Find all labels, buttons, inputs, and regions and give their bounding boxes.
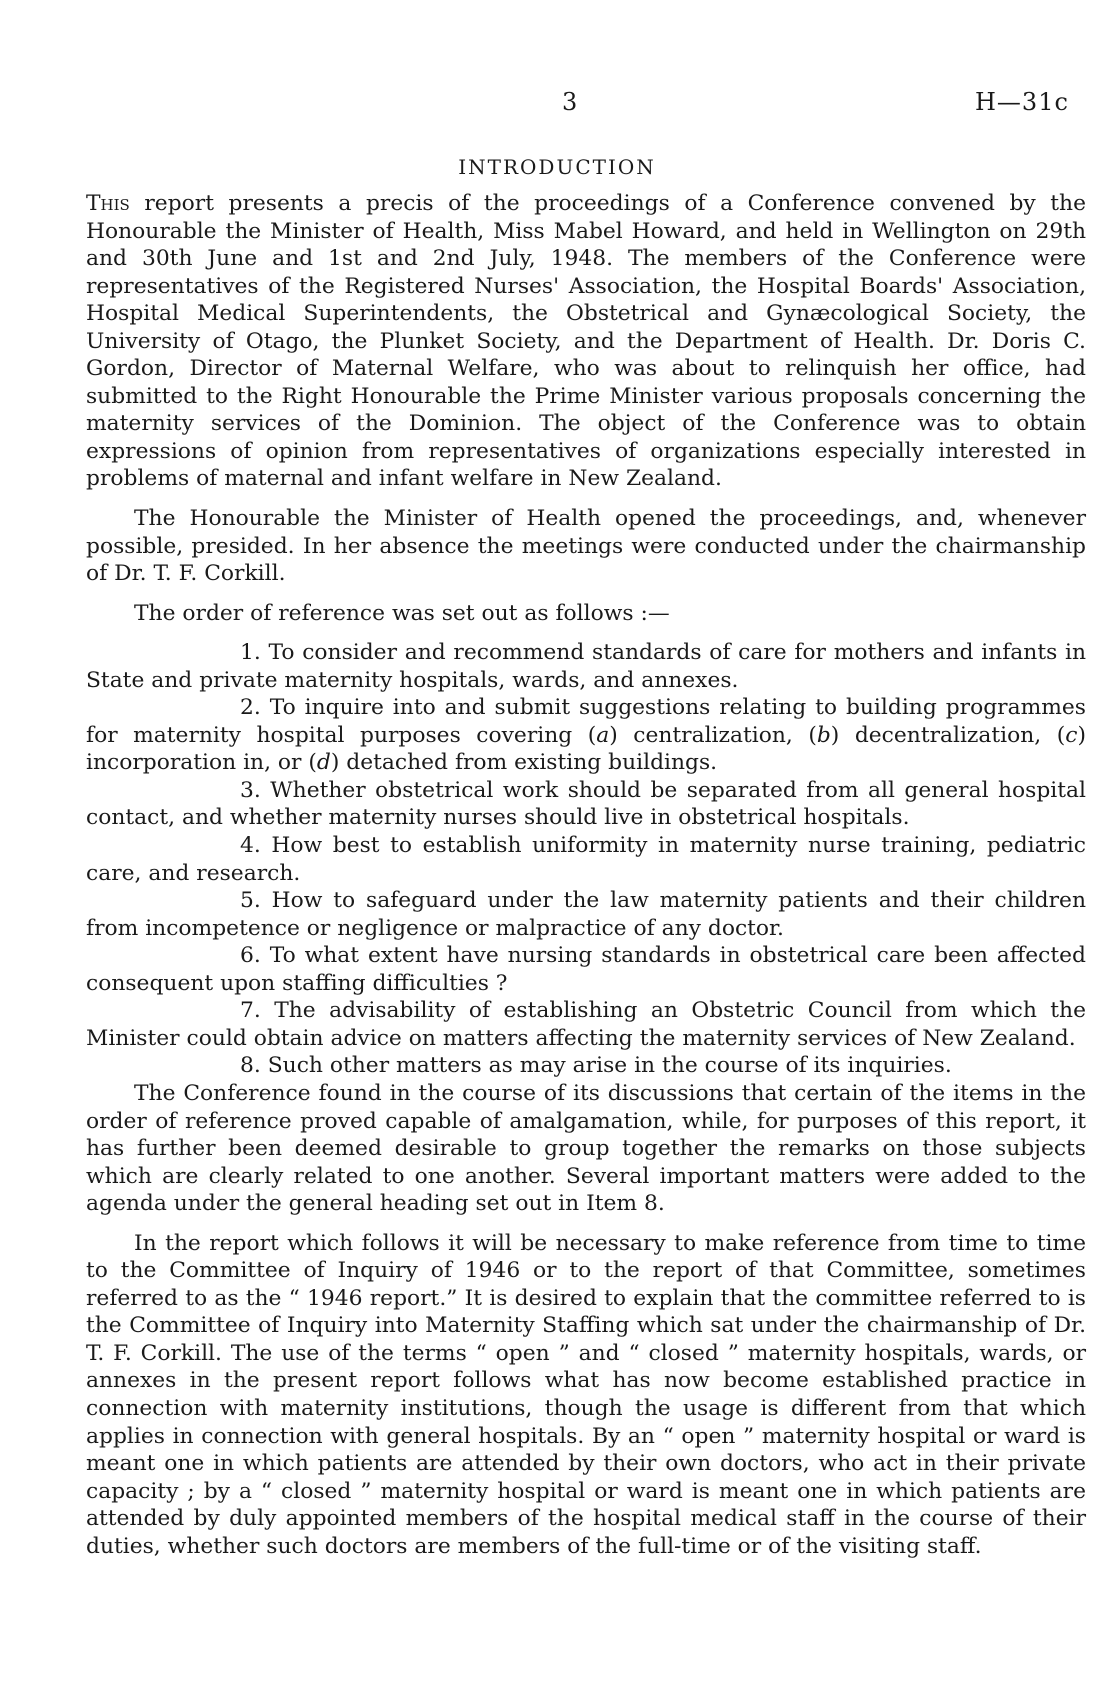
item-number: 8. (240, 1053, 261, 1079)
page-number: 3 (562, 88, 579, 116)
item-text: To inquire into and submit suggestions relating to building programmes for maternity hospital purposes covering ( (86, 695, 1086, 748)
item-number: 3. (240, 777, 261, 803)
item-text: How to safeguard under the law maternity patients and their children from incompetence or negligence or malpractice of any doctor. (86, 888, 1086, 941)
list-item (86, 832, 1086, 887)
intro-text: report presents a precis of the proceedings of a Conference convened by the Honourable the Minister of Health, Miss Mabel Howard, and held in Wellington on 29th and 30th June and 1st and 2nd July, 1948. The members of the Conference were representatives of the Registered Nurses' Association, the Hospital Boards' Association, Hospital Medical Superintendents, the Obstetrical and Gynæcological Society, the University of Otago, the Plunket Society, and the Department of Health. Dr. Doris C. Gordon, Director of Maternal Welfare, who was about to relinquish her office, had submitted to the Right Honourable the Prime Minister various proposals concerning the maternity services of the Dominion. The object of the Conference was to obtain expressions of opinion from representatives of organizations especially interested in problems of maternal and infant welfare in New Zealand. (86, 191, 1086, 492)
item-text: ) detached from existing buildings. (330, 750, 718, 776)
item-text: To consider and recommend standards of care for mothers and infants in State and private maternity hospitals, wards, and annexes. (86, 640, 1086, 693)
terminology-paragraph: In the report which follows it will be necessary to make reference from time to time to the Committee of Inquiry of 1946 or to the report of that Committee, sometimes referred to as the “ 1946 report.” It is desired to explain that the committee referred to is the Committee of Inquiry into Maternity Staffing which sat under the chairmanship of Dr. T. F. Corkill. The use of the terms “ open ” and “ closed ” maternity hospitals, wards, or annexes in the present report follows what has now become established practice in connection with maternity institutions, though the usage is different from that which applies in connection with general hospitals. By an “ open ” maternity hospital or ward is meant one in which patients are attended by their own doctors, who act in their private capacity ; by a “ closed ” maternity hospital or ward is meant one in which patients are attended by duly appointed members of the hospital medical staff in the course of their duties, whether such doctors are members of the full-time or of the visiting staff. (86, 1230, 1086, 1559)
item-number: 6. (240, 943, 261, 969)
item-text: ) decentralization, ( (830, 722, 1066, 748)
item-number: 2. (240, 695, 261, 721)
item-text: How best to establish uniformity in maternity nurse training, pediatric care, and research. (86, 833, 1086, 886)
item-number: 5. (240, 888, 261, 914)
item-option-c: c (1065, 722, 1078, 748)
section-heading: INTRODUCTION (458, 155, 656, 179)
order-of-reference-list (86, 639, 1086, 1080)
body-text (86, 190, 1086, 1560)
item-text: ) centralization, ( (609, 722, 817, 748)
item-number: 4. (240, 833, 261, 859)
item-text: ) incorporation in, or ( (86, 722, 1086, 776)
item-number: 7. (240, 998, 261, 1024)
list-item (86, 942, 1086, 997)
item-text: Whether obstetrical work should be separated from all general hospital contact, and whether maternity nurses should live in obstetrical hospitals. (86, 777, 1086, 831)
item-number: 1. (240, 640, 261, 666)
item-option-a: a (596, 722, 610, 748)
list-item (86, 997, 1086, 1052)
intro-lead-word: This (86, 191, 130, 216)
list-item (86, 1052, 1086, 1080)
list-item (86, 887, 1086, 942)
list-item (86, 639, 1086, 694)
order-of-reference-intro: The order of reference was set out as follows :— (134, 600, 670, 626)
item-text: Such other matters as may arise in the course of its inquiries. (267, 1053, 952, 1079)
item-option-b: b (816, 722, 831, 748)
minister-paragraph: The Honourable the Minister of Health opened the proceedings, and, whenever possible, presided. In her absence the meetings were conducted under the chairmanship of Dr. T. F. Corkill. (86, 506, 1086, 587)
list-item (86, 694, 1086, 777)
item-text: To what extent have nursing standards in obstetrical care been affected consequent upon staffing difficulties ? (86, 943, 1086, 996)
document-id: H—31c (975, 88, 1069, 116)
item-text: The advisability of establishing an Obstetric Council from which the Minister could obtain advice on matters affecting the maternity services of New Zealand. (86, 998, 1086, 1051)
conference-findings-paragraph: The Conference found in the course of its discussions that certain of the items in the order of reference proved capable of amalgamation, while, for purposes of this report, it has further been deemed desirable to group together the remarks on those subjects which are clearly related to one another. Several important matters were added to the agenda under the general heading set out in Item 8. (86, 1080, 1086, 1217)
item-option-d: d (316, 750, 331, 776)
list-item (86, 777, 1086, 832)
intro-paragraph (86, 190, 1086, 493)
